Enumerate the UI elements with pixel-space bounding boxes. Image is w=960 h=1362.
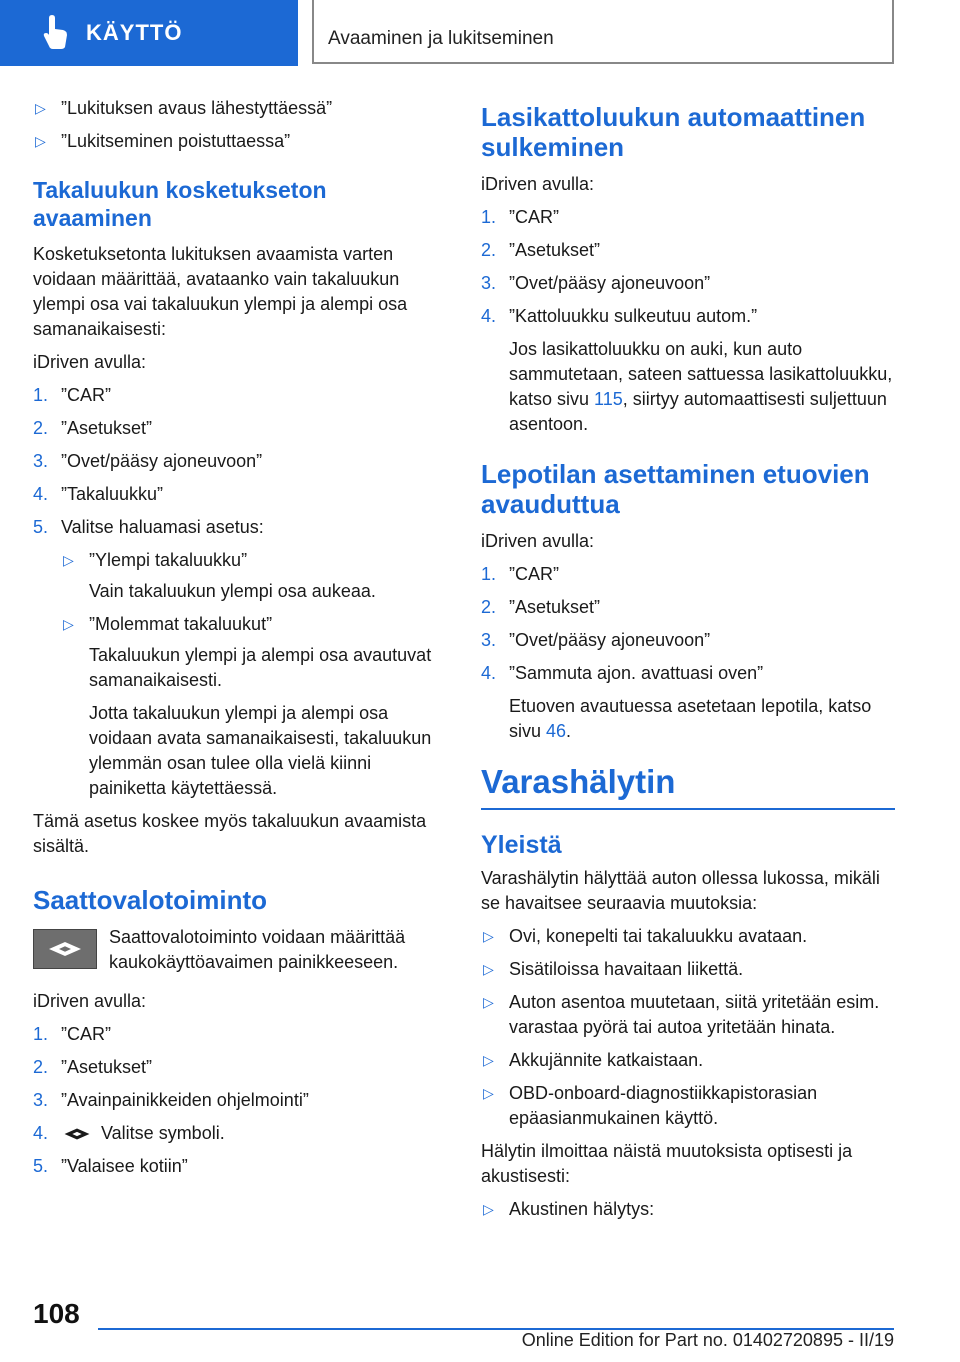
- list-item: ▷ OBD-onboard-diagnostiikkapistorasian epäasianmukainen käyttö.: [483, 1083, 818, 1128]
- list-item: 3. ”Avainpainikkeiden ohjelmointi”: [33, 1090, 309, 1110]
- paragraph: iDriven avulla:: [481, 531, 595, 551]
- key-button-image: [33, 929, 97, 969]
- triangle-bullet-icon: ▷: [63, 552, 74, 568]
- page-link[interactable]: 115: [594, 389, 623, 409]
- list-item: 5. ”Valaisee kotiin”: [33, 1156, 188, 1176]
- pointing-hand-icon: [40, 14, 70, 50]
- edition-text: Online Edition for Part no. 01402720895 - II/19: [521, 1330, 894, 1350]
- list-item: 4. ”Kattoluukku sulkeutuu autom.”: [481, 306, 758, 326]
- list-item: 5. Valitse haluamasi asetus:: [33, 517, 264, 537]
- sub-list: [33, 548, 445, 801]
- triangle-bullet-icon: ▷: [35, 100, 46, 116]
- heading-rule: [481, 808, 895, 810]
- triangle-bullet-icon: ▷: [35, 133, 46, 149]
- list-item: ▷ ”Lukituksen avaus lähestyttäessä”: [33, 96, 445, 121]
- paragraph: Vain takaluukun ylempi osa aukeaa.: [89, 581, 376, 601]
- list-item: 4. ”Takaluukku”: [33, 484, 164, 504]
- subsection-heading: Yleistä: [481, 831, 562, 859]
- triangle-bullet-icon: ▷: [483, 1085, 494, 1101]
- follow-me-home-icon: [45, 940, 85, 958]
- paragraph: Jotta takaluukun ylempi ja alempi osa voidaan avata samanaikaisesti, takaluukun ylemmän osan tulee olla vielä kiinni painiketta käytettäessä.: [89, 703, 432, 798]
- triangle-bullet-icon: ▷: [483, 994, 494, 1010]
- section-heading: Lepotilan asettaminen etuovien avauduttua: [481, 459, 870, 519]
- follow-me-home-symbol-icon: [61, 1127, 93, 1141]
- chapter-heading: Varashälytin: [481, 763, 676, 800]
- paragraph: iDriven avulla:: [33, 991, 147, 1011]
- list-item: 4. Valitse symboli.: [33, 1123, 225, 1143]
- list-item: ▷ Akkujännite katkaistaan.: [481, 1048, 895, 1073]
- list-item: 4. ”Sammuta ajon. avattuasi oven”: [481, 663, 764, 683]
- triangle-bullet-icon: ▷: [483, 961, 494, 977]
- triangle-bullet-icon: ▷: [63, 616, 74, 632]
- paragraph: Etuoven avautuessa asetetaan lepotila, katso sivu 46.: [509, 696, 872, 741]
- list-item: ▷ ”Ylempi takaluukku”: [61, 548, 445, 573]
- paragraph: Kosketuksetonta lukituksen avaamista varten voidaan määrittää, avataanko vain takaluukun ylempi osa vai takaluukun ylempi ja alempi osa samanaikaisesti:: [33, 244, 408, 339]
- paragraph: iDriven avulla:: [33, 352, 147, 372]
- list-item: 1. ”CAR”: [33, 385, 111, 405]
- paragraph: Saattovalotoiminto voidaan määrittää kaukokäyttöavaimen painikkeeseen.: [109, 927, 406, 972]
- triangle-bullet-icon: ▷: [483, 1201, 494, 1217]
- paragraph: iDriven avulla:: [481, 174, 595, 194]
- section-heading: Takaluukun kosketukseton avaaminen: [33, 177, 327, 231]
- chapter-title: Avaaminen ja lukitseminen: [328, 28, 554, 49]
- section-heading: Lasikattoluukun automaattinen sulkeminen: [481, 102, 866, 162]
- list-item: 3. ”Ovet/pääsy ajoneuvoon”: [481, 630, 711, 650]
- list-item: ▷ Akustinen hälytys:: [481, 1197, 895, 1222]
- page-number: 108: [33, 1298, 80, 1329]
- list-item: 1. ”CAR”: [33, 1024, 111, 1044]
- left-column: [33, 96, 445, 1187]
- section-label: KÄYTTÖ: [86, 20, 183, 45]
- list-item: ▷ ”Lukitseminen poistuttaessa”: [33, 129, 445, 154]
- list-item: ▷ Sisätiloissa havaitaan liikettä.: [481, 957, 895, 982]
- paragraph: Hälytin ilmoittaa näistä muutoksista optisesti ja akustisesti:: [481, 1141, 853, 1186]
- header-rule: [0, 64, 298, 66]
- section-heading: Saattovalotoiminto: [33, 885, 268, 915]
- list-item: 2. ”Asetukset”: [481, 240, 601, 260]
- list-item: 2. ”Asetukset”: [33, 1057, 153, 1077]
- header-title-box: [312, 0, 894, 64]
- triangle-bullet-icon: ▷: [483, 928, 494, 944]
- list-item: 1. ”CAR”: [481, 564, 559, 584]
- right-column: [481, 96, 895, 1230]
- triangle-bullet-icon: ▷: [483, 1052, 494, 1068]
- paragraph: Jos lasikattoluukku on auki, kun auto sammutetaan, sateen sattuessa lasikattoluukku, katso sivu 115, siirtyy automaattisesti suljettuun asentoon.: [509, 339, 893, 434]
- list-item: 3. ”Ovet/pääsy ajoneuvoon”: [481, 273, 711, 293]
- list-item: 2. ”Asetukset”: [33, 418, 153, 438]
- list-item: ▷ Auton asentoa muutetaan, siitä yritetään esim. varastaa pyörä tai autoa yritetään hinata.: [483, 992, 880, 1037]
- list-item: 2. ”Asetukset”: [481, 597, 601, 617]
- paragraph: Takaluukun ylempi ja alempi osa avautuvat samanaikaisesti.: [89, 645, 432, 690]
- list-item: 1. ”CAR”: [481, 207, 559, 227]
- section-tab: [0, 0, 298, 64]
- list-item: ▷ ”Molemmat takaluukut”: [61, 612, 445, 637]
- paragraph: Tämä asetus koskee myös takaluukun avaamista sisältä.: [33, 811, 427, 856]
- page-link[interactable]: 46: [546, 721, 567, 741]
- list-item: ▷ Ovi, konepelti tai takaluukku avataan.: [481, 924, 895, 949]
- key-button-row: [33, 925, 445, 975]
- paragraph: Varashälytin hälyttää auton ollessa lukossa, mikäli se havaitsee seuraavia muutoksia:: [481, 868, 880, 913]
- list-item: 3. ”Ovet/pääsy ajoneuvoon”: [33, 451, 263, 471]
